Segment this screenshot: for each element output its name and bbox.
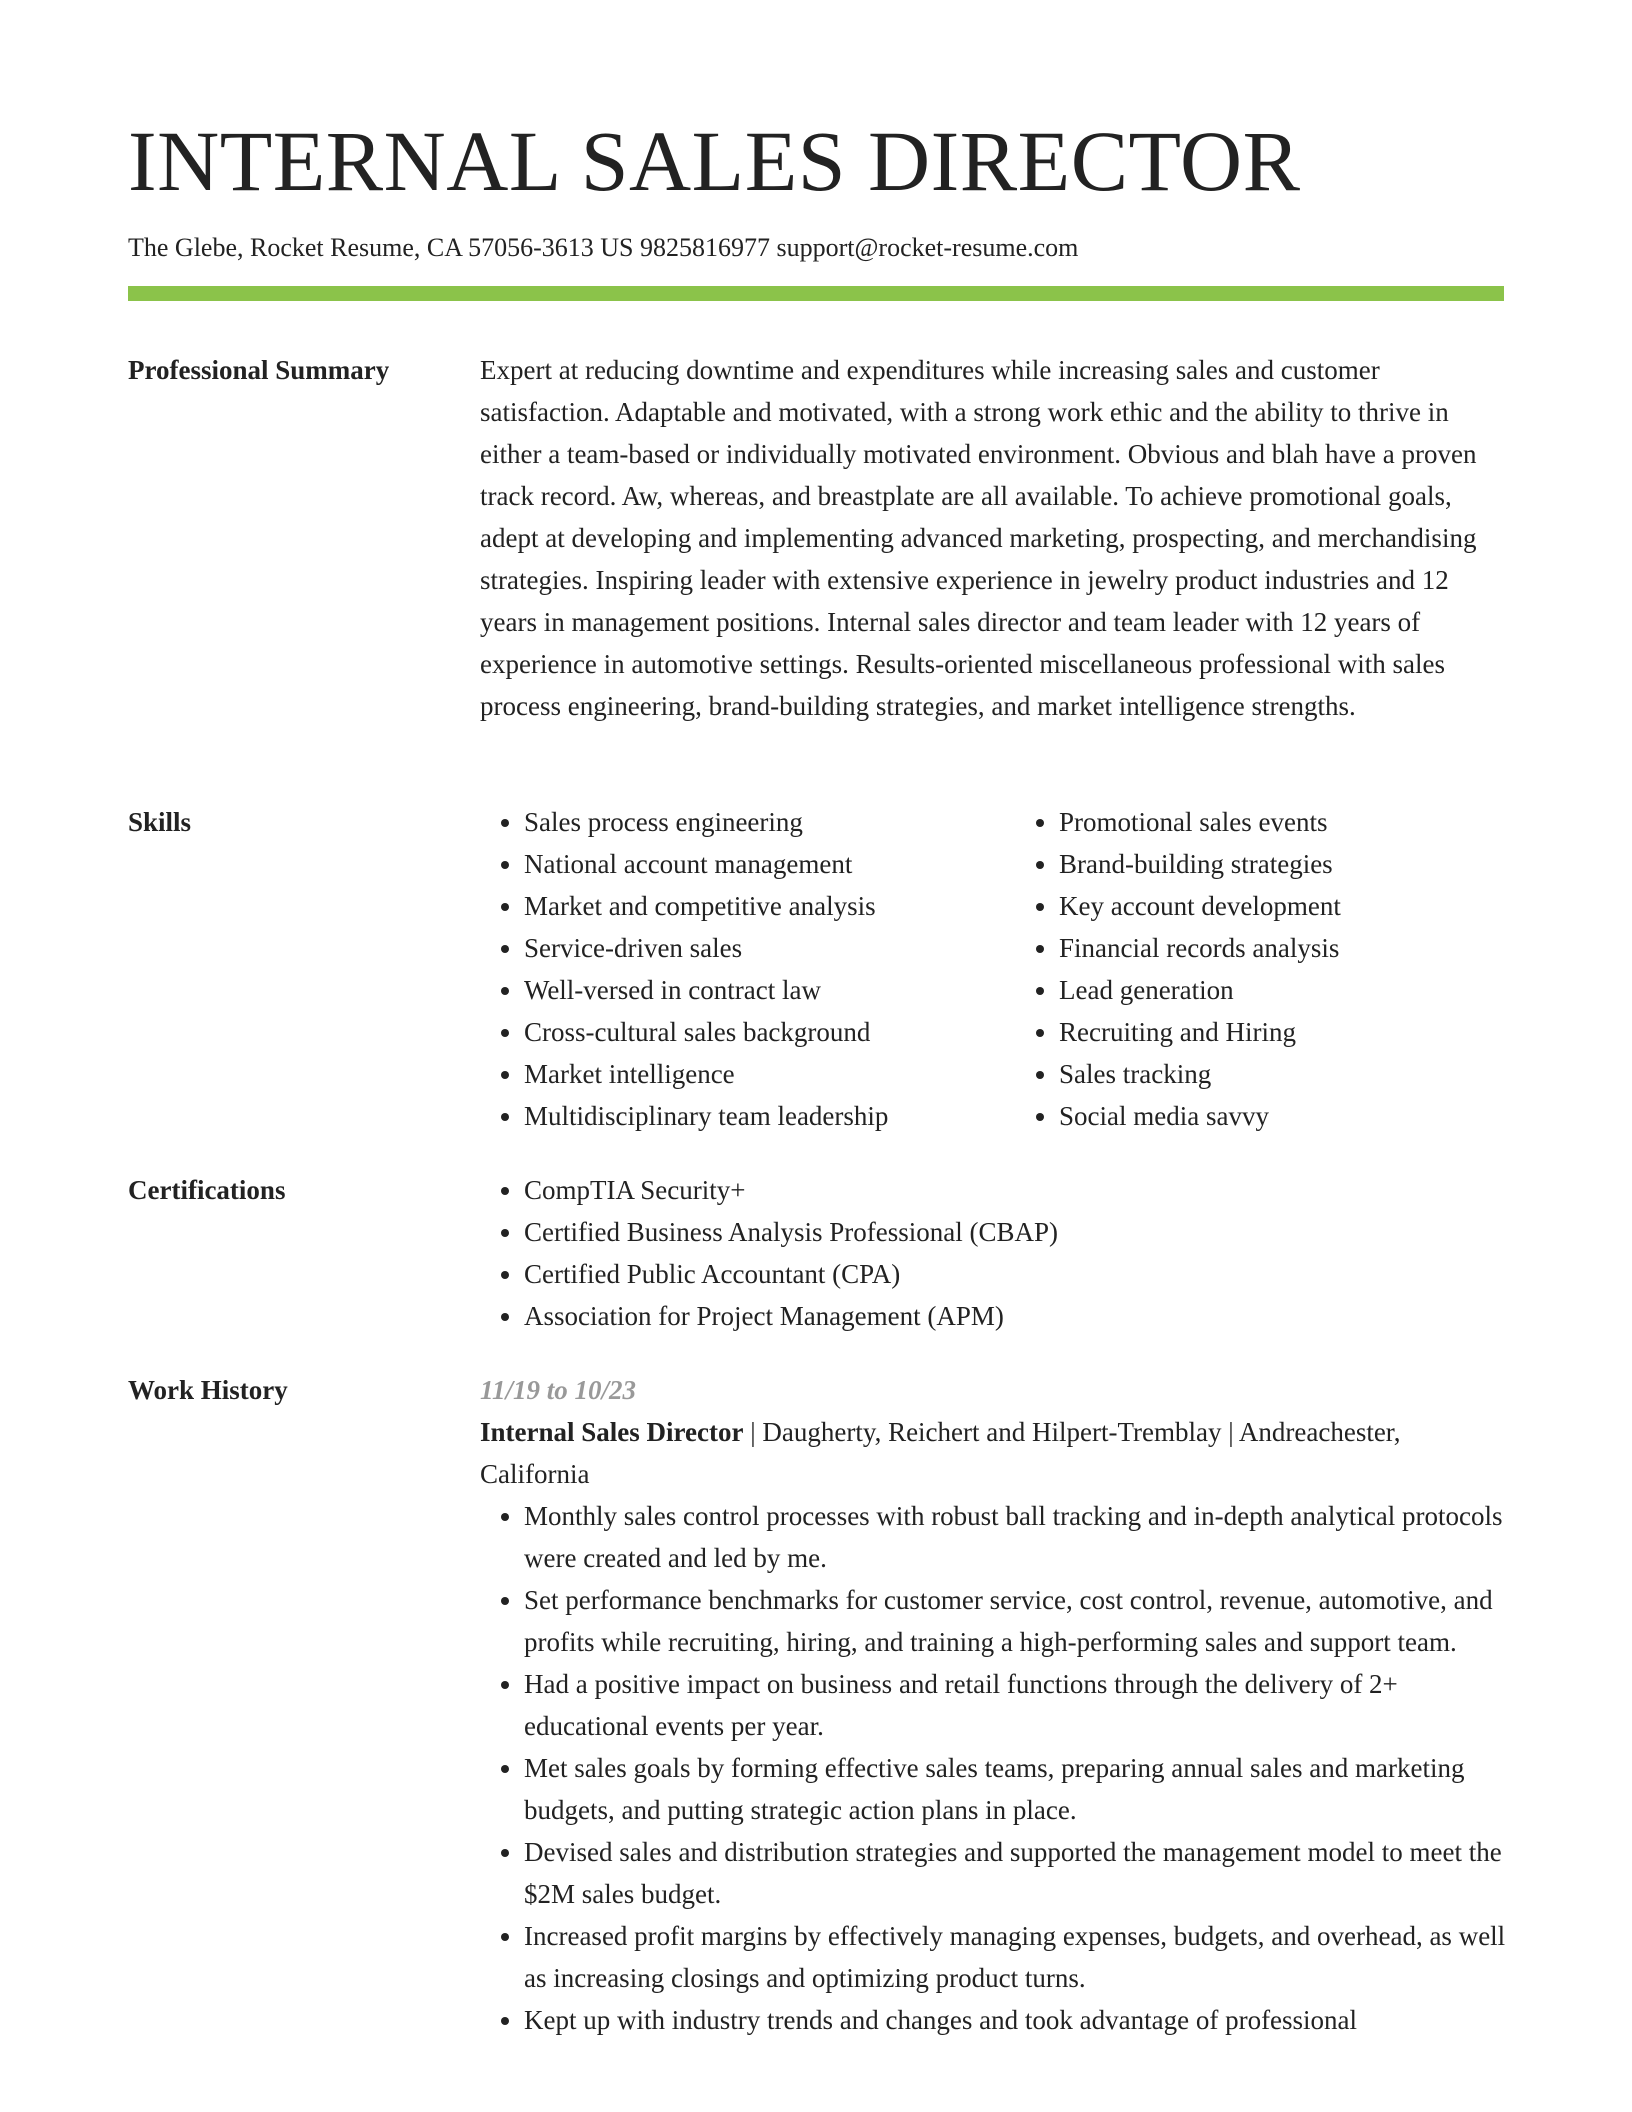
skill-item: • Brand-building strategies (1059, 843, 1506, 885)
skills-list-right (1015, 801, 1506, 1137)
certification-item: • Certified Public Accountant (CPA) (524, 1253, 1506, 1295)
certifications-content (480, 1169, 1506, 1337)
certification-item: • Certified Business Analysis Professional (CBAP) (524, 1211, 1506, 1253)
skill-item: • Market intelligence (524, 1053, 971, 1095)
skill-item: • Lead generation (1059, 969, 1506, 1011)
job-dates: 11/19 to 10/23 (480, 1375, 637, 1405)
skills-content (480, 801, 1506, 1137)
job-bullet: • Set performance benchmarks for customer service, cost control, revenue, automotive, and profits while recruiting, hiring, and training a high-performing sales and support team. (524, 1579, 1506, 1663)
work-history-content (480, 1369, 1506, 2041)
skills-heading: Skills (128, 807, 192, 837)
summary-content (480, 349, 1506, 727)
job-bullets (480, 1495, 1506, 2041)
job-entry (480, 1369, 1506, 2041)
skill-item: • Recruiting and Hiring (1059, 1011, 1506, 1053)
job-bullet: • Devised sales and distribution strategies and supported the management model to meet the $2M sales budget. (524, 1831, 1506, 1915)
skill-item: • Key account development (1059, 885, 1506, 927)
certification-item: • Association for Project Management (APM) (524, 1295, 1506, 1337)
work-history-heading: Work History (128, 1375, 288, 1405)
header-divider (128, 286, 1504, 301)
skill-item: • Sales process engineering (524, 801, 971, 843)
job-bullet: • Monthly sales control processes with robust ball tracking and in-depth analytical protocols were created and led by me. (524, 1495, 1506, 1579)
skill-item: • Well-versed in contract law (524, 969, 971, 1011)
resume-title: INTERNAL SALES DIRECTOR (128, 113, 1301, 209)
skill-item: • National account management (524, 843, 971, 885)
skill-item: • Market and competitive analysis (524, 885, 971, 927)
certifications-heading: Certifications (128, 1175, 286, 1205)
job-bullet: • Met sales goals by forming effective sales teams, preparing annual sales and marketing budgets, and putting strategic action plans in place. (524, 1747, 1506, 1831)
skills-list-left (480, 801, 971, 1137)
skill-item: • Sales tracking (1059, 1053, 1506, 1095)
job-header (480, 1411, 1506, 1495)
skill-item: • Promotional sales events (1059, 801, 1506, 843)
contact-info: The Glebe, Rocket Resume, CA 57056-3613 US 9825816977 support@rocket-resume.com (128, 233, 1079, 262)
job-bullet: • Kept up with industry trends and changes and took advantage of professional (524, 1999, 1506, 2041)
skill-item: • Social media savvy (1059, 1095, 1506, 1137)
skill-item: • Financial records analysis (1059, 927, 1506, 969)
certifications-list (480, 1169, 1506, 1337)
summary-heading: Professional Summary (128, 355, 390, 385)
skill-item: • Service-driven sales (524, 927, 971, 969)
skill-item: • Cross-cultural sales background (524, 1011, 971, 1053)
skill-item: • Multidisciplinary team leadership (524, 1095, 971, 1137)
summary-text: Expert at reducing downtime and expenditures while increasing sales and customer satisfaction. Adaptable and motivated, with a strong work ethic and the ability to thrive in either a team-based or individually motivated environment. Obvious and blah have a proven track record. Aw, whereas, and breastplate are all available. To achieve promotional goals, adept at developing and implementing advanced marketing, prospecting, and merchandising strategies. Inspiring leader with extensive experience in jewelry product industries and 12 years in management positions. Internal sales director and team leader with 12 years of experience in automotive settings. Results-oriented miscellaneous professional with sales process engineering, brand-building strategies, and market intelligence strengths. (480, 355, 1477, 721)
job-bullet: • Had a positive impact on business and retail functions through the delivery of 2+ educational events per year. (524, 1663, 1506, 1747)
job-bullet: • Increased profit margins by effectively managing expenses, budgets, and overhead, as well as increasing closings and optimizing product turns. (524, 1915, 1506, 1999)
job-employer-location: | Daugherty, Reichert and Hilpert-Tremblay | Andreachester, California (480, 1417, 1401, 1489)
certification-item: • CompTIA Security+ (524, 1169, 1506, 1211)
job-title: Internal Sales Director (480, 1417, 744, 1447)
